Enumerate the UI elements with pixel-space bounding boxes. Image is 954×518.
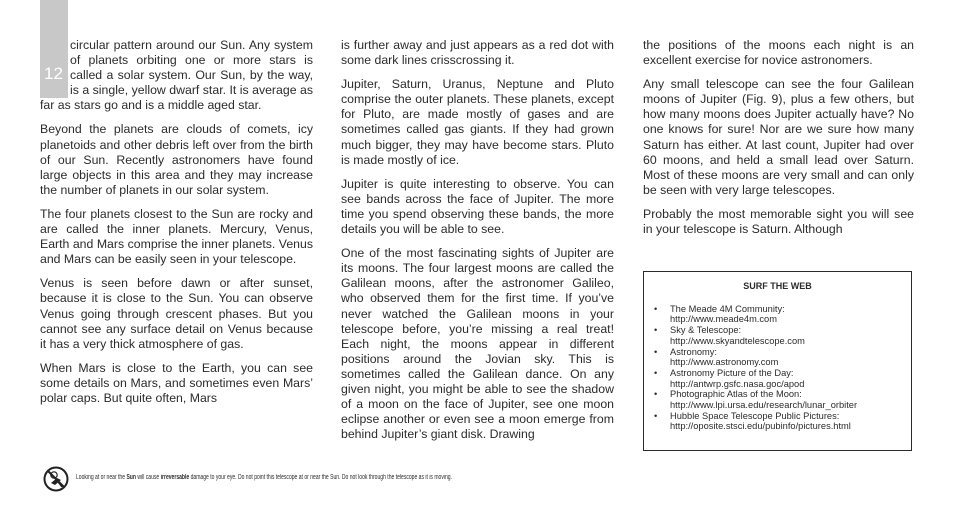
paragraph: the positions of the moons each night is an excellent exercise for novice astronomers.	[643, 38, 914, 68]
surf-the-web-box	[643, 271, 912, 451]
web-link-item	[654, 325, 901, 346]
paragraph: One of the most fascinating sights of Jupiter are its moons. The four largest moons are called the Galilean moons, after the astronomer Galileo, who observed them for the first time. If you’ve never watched the Galilean moons in your telescope before, you’re missing a real treat! Each night, the moons appear in different positions around the Jovian sky. This is sometimes called the Galilean dance. On any given night, you might be able to see the shadow of a moon on the face of Jupiter, see one moon eclipse another or even see a moon emerge from behind Jupiter’s giant disk. Drawing	[341, 246, 614, 442]
site-name: • Hubble Space Telescope Public Pictures:	[670, 410, 840, 421]
paragraph: Venus is seen before dawn or after sunset, because it is close to the Sun. You can observe Venus going through crescent phases. But you cannot see any surface detail on Venus because it has a very thick atmosphere of gas.	[40, 276, 313, 351]
site-url[interactable]: http://www.astronomy.com	[670, 357, 779, 368]
sun-warning-text	[76, 474, 452, 481]
paragraph: is further away and just appears as a red dot with some dark lines crisscrossing it.	[341, 38, 614, 68]
surf-title: SURF THE WEB	[743, 281, 812, 291]
paragraph: Probably the most memorable sight you will see in your telescope is Saturn. Although	[643, 206, 914, 237]
site-name: • Sky & Telescope:	[670, 325, 742, 336]
warning-text-part: damage to your eye. Do not point this telescope at or near the Sun. Do not look through the telescope as it is moving.	[189, 474, 453, 481]
site-url[interactable]: http://oposite.stsci.edu/pubinfo/pictures.html	[670, 421, 851, 432]
paragraph-text: circular pattern around our Sun. Any system of planets orbiting one or more stars is called a solar system. Our Sun, by the way, is a single, yellow dwarf star. It is average as far as stars go and is a middle aged star.	[40, 38, 313, 113]
warning-emphasis: Sun	[126, 474, 136, 481]
site-url[interactable]: http://antwrp.gsfc.nasa.goc/apod	[670, 378, 805, 389]
site-name: • The Meade 4M Community:	[670, 303, 785, 314]
warning-text-part: Looking at or near the	[76, 474, 127, 481]
site-url[interactable]: http://www.lpi.ursa.edu/research/lunar_orbiter	[670, 400, 858, 411]
warning-emphasis: irreversable	[160, 474, 190, 481]
paragraph: Jupiter, Saturn, Uranus, Neptune and Pluto comprise the outer planets. These planets, except for Pluto, are made mostly of gases and are sometimes called gas giants. If they had grown much bigger, they may have become stars. Pluto is made mostly of ice.	[341, 77, 614, 167]
web-link-item	[654, 389, 901, 410]
site-name: • Astronomy:	[670, 346, 718, 357]
site-name: • Photographic Atlas of the Moon:	[670, 389, 802, 400]
text-column-2	[341, 38, 614, 451]
paragraph: When Mars is close to the Earth, you can see some details on Mars, and sometimes even Mars’ polar caps. But quite often, Mars	[40, 360, 313, 405]
text-column-1	[40, 38, 313, 415]
text-column-3	[643, 38, 914, 246]
paragraph	[40, 38, 313, 113]
paragraph: Jupiter is quite interesting to observe. You can see bands across the face of Jupiter. The more time you spend observing these bands, the more details you will be able to see.	[341, 176, 614, 237]
paragraph: Any small telescope can see the four Galilean moons of Jupiter (Fig. 9), plus a few others, but how many moons does Jupiter actually have? No one knows for sure! Nor are we sure how many Saturn has either. At last count, Jupiter had over 60 moons, and held a small lead over Saturn. Most of these moons are very small and can only be seen with very large telescopes.	[643, 77, 914, 197]
page-number: 12	[44, 64, 63, 83]
warning-text-part: will cause	[135, 474, 161, 481]
web-link-item	[654, 347, 901, 368]
paragraph: Beyond the planets are clouds of comets, icy planetoids and other debris left over from the birth of our Sun. Recently astronomers have found large objects in this area and they may increase the number of planets in our solar system.	[40, 122, 313, 197]
web-link-item	[654, 304, 901, 325]
no-sun-warning-icon	[43, 466, 69, 492]
site-url[interactable]: http://www.meade4m.com	[670, 314, 777, 325]
site-name: • Astronomy Picture of the Day:	[670, 367, 794, 378]
web-link-list	[654, 304, 901, 432]
web-link-item	[654, 368, 901, 389]
site-url[interactable]: http://www.skyandtelescope.com	[670, 335, 805, 346]
web-link-item	[654, 411, 901, 432]
paragraph: The four planets closest to the Sun are rocky and are called the inner planets. Mercury, Venus, Earth and Mars comprise the inner planets. Venus and Mars can be easily seen in your telescope.	[40, 206, 313, 267]
